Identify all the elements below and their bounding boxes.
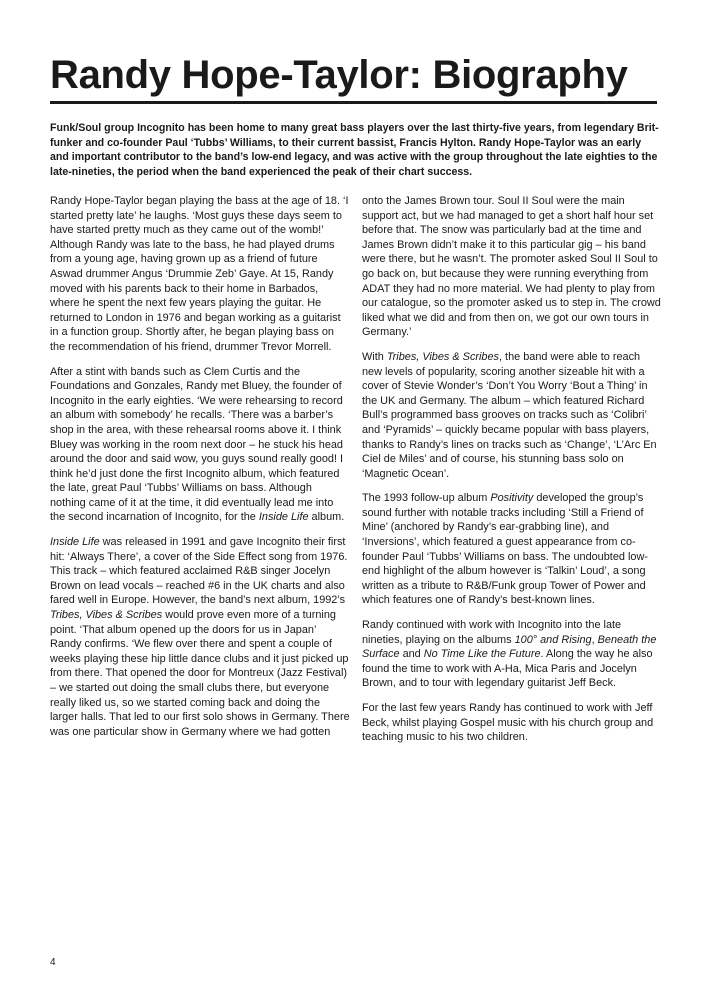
text-segment: The 1993 follow-up album	[362, 492, 491, 505]
text-segment: was released in 1991 and gave Incognito their first hit: ‘Always There’, a cover of the Side Effect song from 1976. This track – which featured acclaimed R&B singer Jocelyn Brown on lead vocals – reached #6 in the UK charts and also fared well in Europe. However, the band’s next album, 1992’s	[50, 536, 348, 607]
album-title: No Time Like the Future	[423, 648, 541, 661]
text-segment: album.	[308, 511, 345, 524]
left-column	[50, 194, 350, 749]
paragraph-inside-life	[50, 535, 350, 739]
album-title: Positivity	[490, 492, 534, 505]
text-segment: , the band were able to reach new levels of popularity, scoring another sizeable hit with a cover of Stevie Wonder’s ‘Don’t You Worry ‘Bout a Thing’ in the UK and Germany. The album – which featured Richard Bull’s programmed bass grooves on tracks such as ‘Colibri’ and ‘Pyramids’ – quickly became popular with bass players, thanks to Randy’s lines on tracks such as ‘Change’, ‘L’Arc En Ciel de Miles’ and of course, his stunning bass solo on ‘Magnetic Ocean’.	[362, 350, 657, 480]
right-column	[362, 194, 662, 755]
paragraph-meeting-bluey	[50, 365, 350, 526]
page-title: Randy Hope-Taylor: Biography	[50, 53, 628, 97]
paragraph-early-years: Randy Hope-Taylor began playing the bass at the age of 18. ‘I started pretty late’ he laughs. ‘Most guys these days seem to have started pretty much as they came out of the womb!’ Although Randy was late to the bass, he had played drums from a young age, having grown up as a friend of future Aswad drummer Angus ‘Drummie Zeb’ Gaye. At 15, Randy moved with his parents back to their home in Barbados, where he spent the next few years playing the guitar. He returned to London in 1976 and began working as a guitarist in a function group. Shortly after, he began playing bass on the recommendation of his friend, drummer Trevor Morrell.	[50, 195, 349, 353]
title-underline	[50, 101, 657, 104]
album-title: Inside Life	[258, 511, 309, 524]
intro-paragraph: Funk/Soul group Incognito has been home to many great bass players over the last thirty-five years, from legendary Brit-funker and co-founder Paul ‘Tubbs’ Williams, to their current bassist, Francis Hylton. Randy Hope-Taylor was an early and important contributor to the band’s low-end legacy, and was active with the group throughout the late eighties to the late-nineties, the period when the band experienced the peak of their chart success.	[50, 122, 659, 178]
paragraph-late-nineties	[362, 618, 662, 691]
album-title: Beneath the Surface	[362, 633, 657, 661]
paragraph-tribes-vibes-scribes	[362, 350, 662, 481]
text-segment: . Along the way he also found the time to work with A-Ha, Mica Paris and Jocelyn Brown, and to tour with legendary guitarist Jeff Beck.	[362, 648, 653, 690]
text-segment: With	[362, 350, 387, 363]
paragraph-james-brown-tour: onto the James Brown tour. Soul II Soul were the main support act, but we had managed to get a short half hour set before that. The snow was particularly bad at the time and James Brown didn’t make it to this particular gig – his band were there, but he wasn’t. The promoter asked Soul II Soul to go back on, but because they were running everything from ADAT they had no more material. We had plenty to play from our catalogue, so the promoter asked us to step in. The crowd liked what we did and from then on, we got our own tours in Germany.’	[362, 195, 661, 339]
text-segment: After a stint with bands such as Clem Curtis and the Foundations and Gonzales, Randy met Bluey, the founder of Incognito in the early eighties. ‘We were rehearsing to record an album with somebody’ he recalls. ‘There was a barber’s shop in the area, with these rehearsal rooms above it. I think Bluey was working in the room next door – he stuck his head around the door and said wow, you guys sound really good! I think he’d just done the first Incognito album, which featured the late, great Paul ‘Tubbs’ Williams on bass. Although nothing came of it at the time, it did eventually lead me into the second incarnation of Incognito, for the	[50, 365, 344, 524]
album-title: Inside Life	[50, 536, 100, 549]
text-segment: developed the group’s sound further with notable tracks including ‘Still a Friend of Mine’ (anchored by Randy’s ear-grabbing line), and ‘Inversions’, which featured a guest appearance from co-founder Paul ‘Tubbs’ Williams on bass. The undoubted low-end highlight of the album however is ‘Talkin’ Loud’, a song written as a tribute to R&B/Funk group Tower of Power and which features one of Randy’s best-known lines.	[362, 492, 648, 607]
text-segment: and	[399, 648, 424, 661]
text-segment: would prove even more of a turning point. ‘That album opened up the doors for us in Japan’ Randy confirms. ‘We flew over there and spent a couple of weeks playing these hip little dance clubs and it just picked up from there. That opened the door for Montreux (Jazz Festival) – we started out doing the small clubs there, but everyone really liked us, so we started coming back and doing the larger halls. That led to our first solo shows in Germany. There was one particular show in Germany where we had gotten	[50, 609, 350, 738]
text-segment: Randy continued with work with Incognito into the late nineties, playing on the albums	[362, 619, 622, 646]
album-title: 100° and Rising	[514, 633, 592, 646]
paragraph-positivity	[362, 491, 662, 608]
page-number: 4	[50, 957, 56, 968]
paragraph-recent-years: For the last few years Randy has continued to work with Jeff Beck, whilst playing Gospel music with his church group and teaching music to his two children.	[362, 702, 654, 744]
album-title: Tribes, Vibes & Scribes	[386, 350, 499, 363]
text-segment: ,	[591, 633, 598, 646]
album-title: Tribes, Vibes & Scribes	[50, 609, 163, 622]
